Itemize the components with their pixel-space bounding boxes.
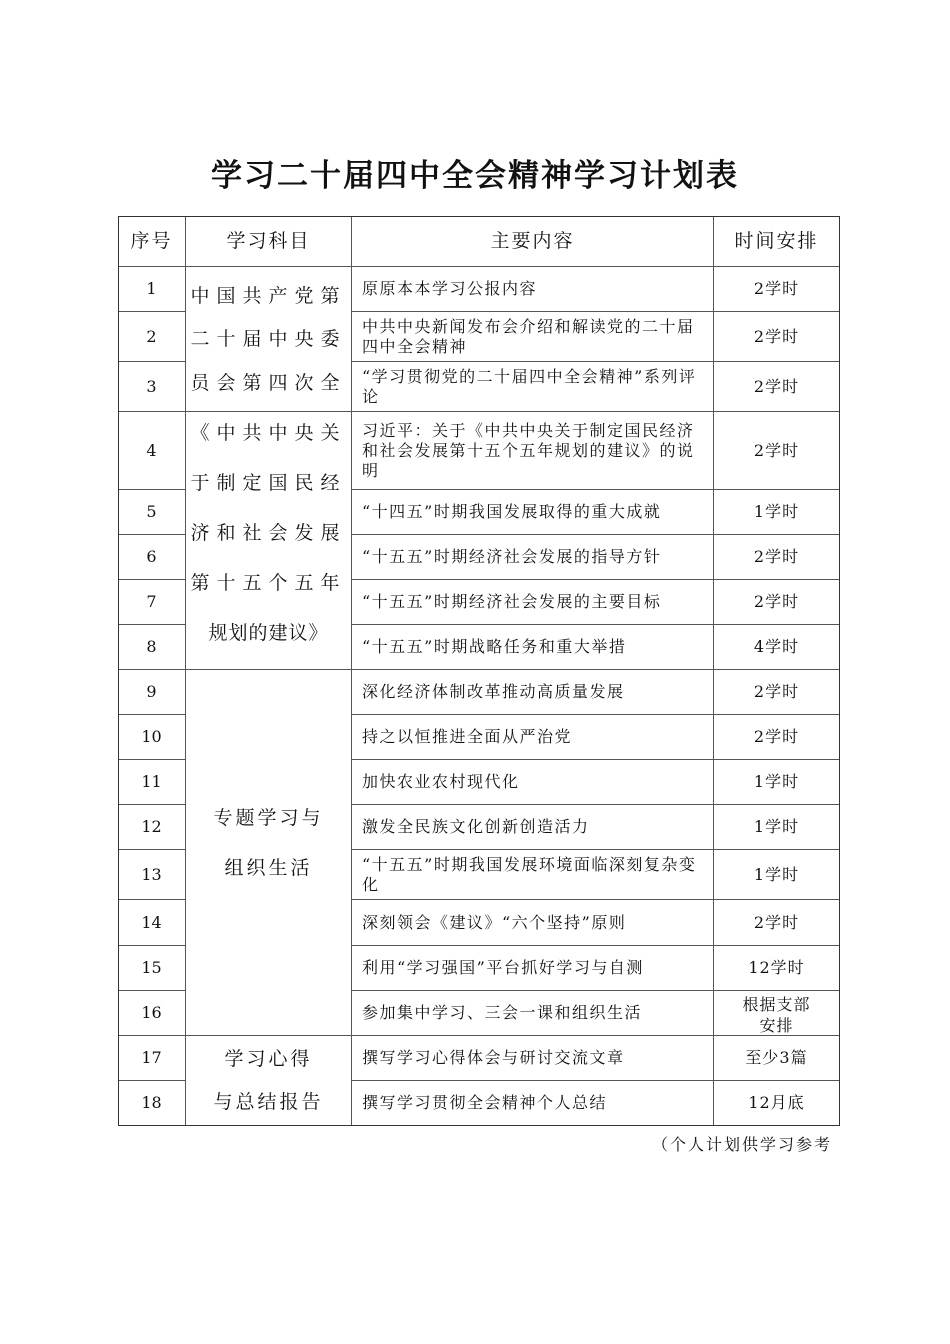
row-15-time: 12学时 [714,946,840,991]
subject-line: 专题学习与 [213,806,324,829]
row-10-content: 持之以恒推进全面从严治党 [352,715,714,760]
row-13-content: “十五五”时期我国发展环境面临深刻复杂变化 [352,850,714,900]
row-1-index: 1 [118,267,186,312]
row-2-time: 2学时 [714,312,840,362]
header-content: 主要内容 [352,216,714,267]
row-12-index: 12 [118,805,186,850]
subject-reflections-summary [186,1036,352,1126]
row-9-index: 9 [118,670,186,715]
row-5-content: “十四五”时期我国发展取得的重大成就 [352,490,714,535]
header-index: 序号 [118,216,186,267]
row-11-content: 加快农业农村现代化 [352,760,714,805]
row-11-time: 1学时 [714,760,840,805]
row-5-time: 1学时 [714,490,840,535]
row-16-content: 参加集中学习、三会一课和组织生活 [352,991,714,1036]
subject-line: 二十届中央委 [190,328,347,351]
row-16-index: 16 [118,991,186,1036]
subject-plenum-communique [186,267,352,412]
row-18-index: 18 [118,1081,186,1126]
row-8-time: 4学时 [714,625,840,670]
row-6-time: 2学时 [714,535,840,580]
row-3-content: “学习贯彻党的二十届四中全会精神”系列评论 [352,362,714,412]
row-3-index: 3 [118,362,186,412]
subject-five-year-plan [186,412,352,670]
row-12-time: 1学时 [714,805,840,850]
subject-line: 中国共产党第 [190,285,347,307]
subject-line: 组织生活 [224,856,313,879]
page-title: 学习二十届四中全会精神学习计划表 [211,158,739,194]
row-1-time: 2学时 [714,267,840,312]
subject-line: 第十五个五年 [190,572,347,594]
row-4-index: 4 [118,412,186,490]
row-14-time: 2学时 [714,900,840,946]
row-9-content: 深化经济体制改革推动高质量发展 [352,670,714,715]
row-13-time: 1学时 [714,850,840,900]
header-subject: 学习科目 [186,216,352,267]
footnote: （个人计划供学习参考 [651,1135,832,1154]
row-17-index: 17 [118,1036,186,1081]
subject-line: 学习心得 [224,1048,313,1070]
row-13-index: 13 [118,850,186,900]
row-18-time: 12月底 [714,1081,840,1126]
row-6-index: 6 [118,535,186,580]
row-6-content: “十五五”时期经济社会发展的指导方针 [352,535,714,580]
row-10-index: 10 [118,715,186,760]
row-7-content: “十五五”时期经济社会发展的主要目标 [352,580,714,625]
row-8-content: “十五五”时期战略任务和重大举措 [352,625,714,670]
row-17-time: 至少3篇 [714,1036,840,1081]
header-time: 时间安排 [714,216,840,267]
row-14-content: 深刻领会《建议》“六个坚持”原则 [352,900,714,946]
row-17-content: 撰写学习心得体会与研讨交流文章 [352,1036,714,1081]
row-7-time: 2学时 [714,580,840,625]
subject-line: 与总结报告 [213,1091,324,1114]
subject-line: 济和社会发展 [190,522,347,544]
row-12-content: 激发全民族文化创新创造活力 [352,805,714,850]
subject-line: 于制定国民经 [190,472,347,494]
row-7-index: 7 [118,580,186,625]
row-18-content: 撰写学习贯彻全会精神个人总结 [352,1081,714,1126]
row-16-time: 根据支部安排 [714,991,840,1036]
subject-line: 《中共中央关 [190,422,347,444]
row-10-time: 2学时 [714,715,840,760]
row-8-index: 8 [118,625,186,670]
row-3-time: 2学时 [714,362,840,412]
row-1-content: 原原本本学习公报内容 [352,267,714,312]
row-15-index: 15 [118,946,186,991]
study-plan-table [118,216,840,1126]
row-5-index: 5 [118,490,186,535]
row-14-index: 14 [118,900,186,946]
subject-line: 规划的建议》 [208,622,329,644]
row-2-index: 2 [118,312,186,362]
subject-special-topics [186,670,352,1036]
row-4-time: 2学时 [714,412,840,490]
row-2-content: 中共中央新闻发布会介绍和解读党的二十届四中全会精神 [352,312,714,362]
subject-line: 员会第四次全 [190,371,347,394]
row-4-content: 习近平：关于《中共中央关于制定国民经济和社会发展第十五个五年规划的建议》的说明 [352,412,714,490]
row-11-index: 11 [118,760,186,805]
row-9-time: 2学时 [714,670,840,715]
row-15-content: 利用“学习强国”平台抓好学习与自测 [352,946,714,991]
